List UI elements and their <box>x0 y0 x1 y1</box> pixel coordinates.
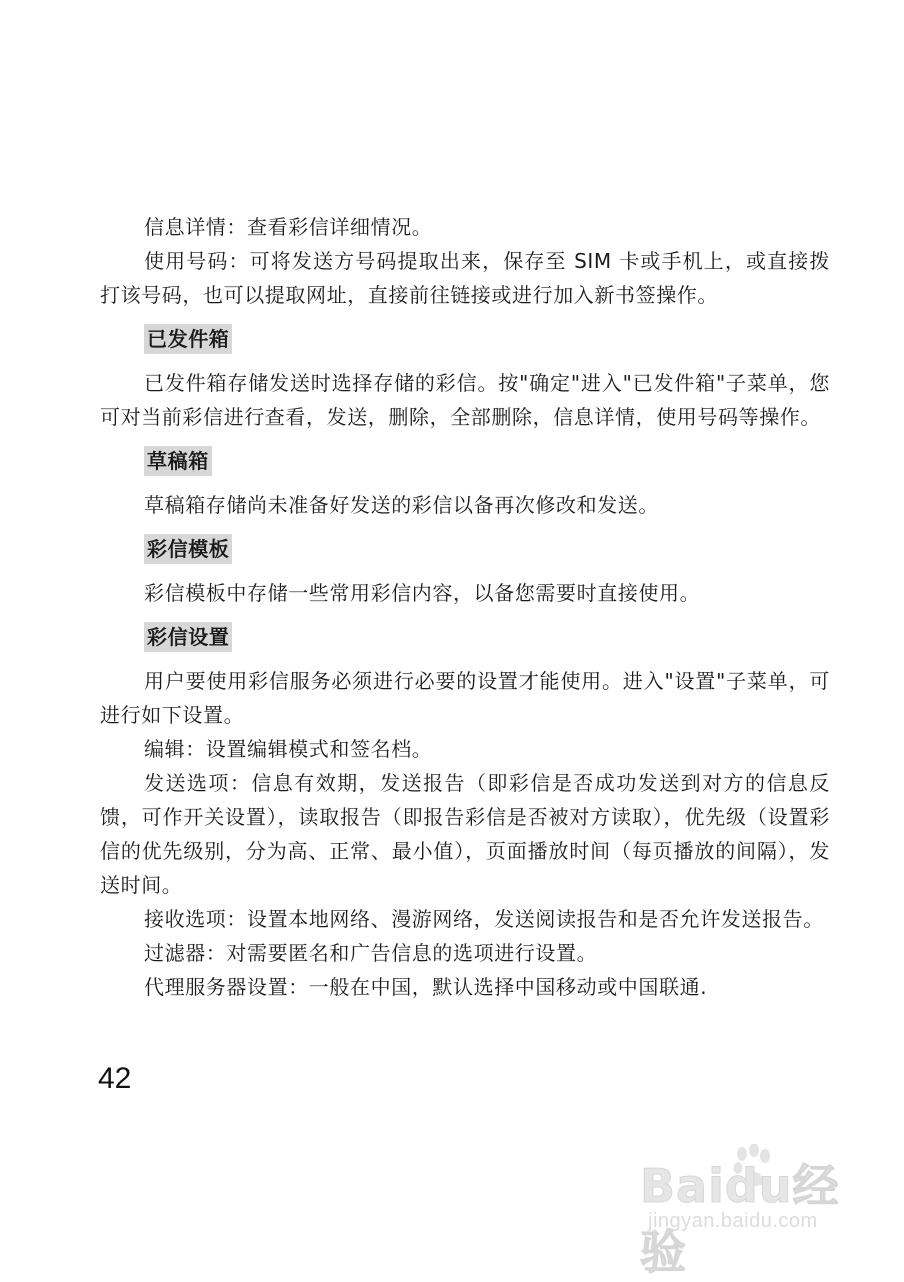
paragraph: 发送选项：信息有效期，发送报告（即彩信是否成功发送到对方的信息反馈，可作开关设置），读取报告（即报告彩信是否被对方读取），优先级（设置彩信的优先级别，分为高、正常、最小值），页面播放时间（每页播放的间隔），发送时间。 <box>100 771 830 897</box>
baidu-watermark <box>640 1150 870 1279</box>
paragraph: 信息详情：查看彩信详细情况。 <box>144 215 433 239</box>
paragraph: 接收选项：设置本地网络、漫游网络，发送阅读报告和是否允许发送报告。 <box>144 907 824 931</box>
page-content <box>100 210 830 1004</box>
paragraph: 彩信模板中存储一些常用彩信内容，以备您需要时直接使用。 <box>144 581 701 605</box>
paragraph: 编辑：设置编辑模式和签名档。 <box>144 737 433 761</box>
section-heading: 彩信设置 <box>144 622 232 652</box>
section-heading-wrap <box>100 534 830 564</box>
paragraph: 代理服务器设置：一般在中国，默认选择中国移动或中国联通. <box>144 975 708 999</box>
paragraph: 过滤器：对需要匿名和广告信息的选项进行设置。 <box>144 941 598 965</box>
watermark-logo-text: Baidu经验 <box>640 1159 840 1279</box>
section-heading: 草稿箱 <box>144 446 212 476</box>
paragraph: 草稿箱存储尚未准备好发送的彩信以备再次修改和发送。 <box>144 493 659 517</box>
section-heading-wrap <box>100 446 830 476</box>
section-heading: 已发件箱 <box>144 324 232 354</box>
paragraph: 使用号码：可将发送方号码提取出来，保存至 SIM 卡或手机上，或直接拨打该号码，也可以提取网址，直接前往链接或进行加入新书签操作。 <box>100 249 830 307</box>
page-number: 42 <box>98 1062 132 1095</box>
section-heading: 彩信模板 <box>144 534 232 564</box>
section-heading-wrap <box>100 622 830 652</box>
paragraph: 已发件箱存储发送时选择存储的彩信。按"确定"进入"已发件箱"子菜单，您可对当前彩信进行查看，发送，删除，全部删除，信息详情，使用号码等操作。 <box>100 371 830 429</box>
paragraph: 用户要使用彩信服务必须进行必要的设置才能使用。进入"设置"子菜单，可进行如下设置。 <box>100 669 830 727</box>
watermark-url: jingyan.baidu.com <box>648 1210 818 1232</box>
section-heading-wrap <box>100 324 830 354</box>
